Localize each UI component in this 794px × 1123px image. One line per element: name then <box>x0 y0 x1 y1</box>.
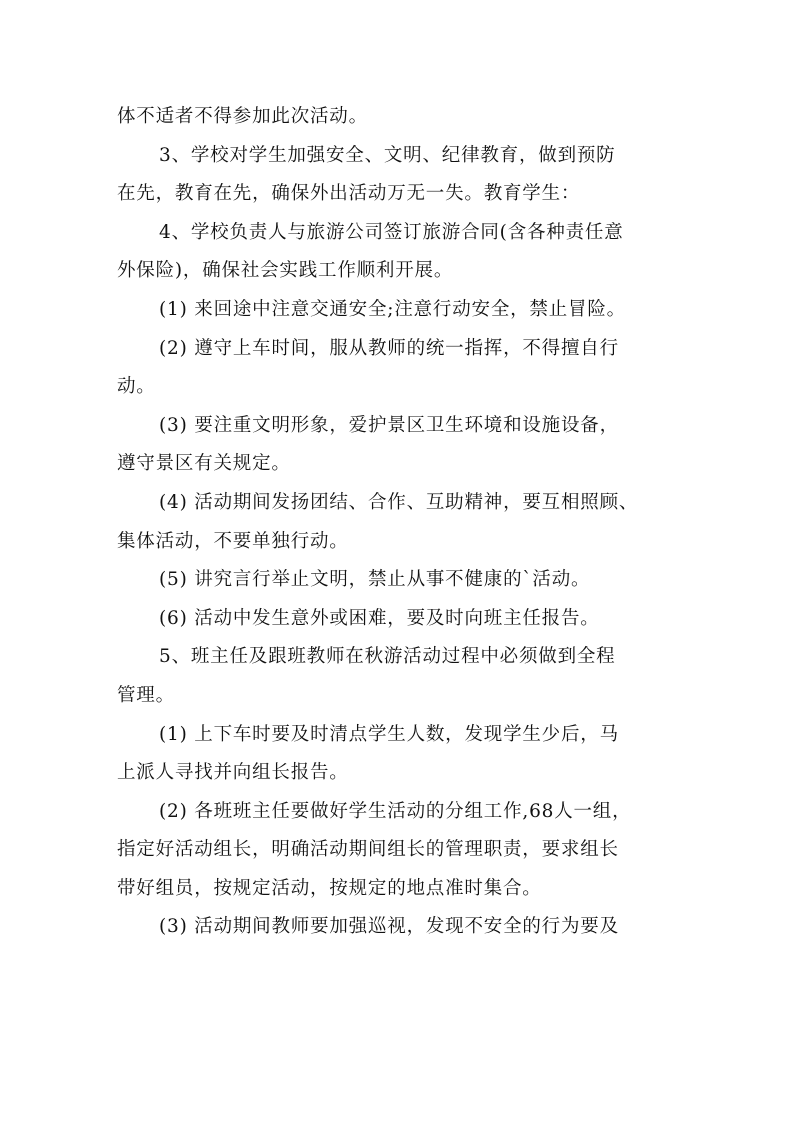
text-line: 遵守景区有关规定。 <box>117 453 291 475</box>
text-line: 在先，教育在先，确保外出活动万无一失。教育学生： <box>117 183 581 205</box>
text-line: 集体活动，不要单独行动。 <box>117 530 349 552</box>
body-text <box>117 98 682 947</box>
text-line: (4) 活动期间发扬团结、合作、互助精神，要互相照顾、 <box>159 491 639 513</box>
text-line: (3) 要注重文明形象，爱护景区卫生环境和设施设备， <box>159 414 619 436</box>
text-line: (2) 遵守上车时间，服从教师的统一指挥，不得擅自行 <box>159 337 619 359</box>
text-line: 指定好活动组长，明确活动期间组长的管理职责，要求组长 <box>117 839 619 861</box>
text-line: 上派人寻找并向组长报告。 <box>117 762 349 784</box>
text-line: 3、学校对学生加强安全、文明、纪律教育，做到预防 <box>159 144 616 166</box>
text-line: 4、学校负责人与旅游公司签订旅游合同(含各种责任意 <box>159 221 624 243</box>
text-line: (2) 各班班主任要做好学生活动的分组工作,68人一组， <box>159 800 632 822</box>
text-line: 外保险)，确保社会实践工作顺利开展。 <box>117 260 454 282</box>
text-line: (3) 活动期间教师要加强巡视，发现不安全的行为要及 <box>159 916 619 938</box>
text-line: (5) 讲究言行举止文明，禁止从事不健康的`活动。 <box>159 569 591 591</box>
text-line: 带好组员，按规定活动，按规定的地点准时集合。 <box>117 877 542 899</box>
text-line: (6) 活动中发生意外或困难，要及时向班主任报告。 <box>159 607 600 629</box>
text-line: (1) 上下车时要及时清点学生人数，发现学生少后，马 <box>159 723 619 745</box>
text-line: 管理。 <box>117 684 175 706</box>
text-line: 5、班主任及跟班教师在秋游活动过程中必须做到全程 <box>159 646 616 668</box>
text-line: 动。 <box>117 376 156 398</box>
text-line: (1) 来回途中注意交通安全;注意行动安全，禁止冒险。 <box>159 298 626 320</box>
text-line: 体不适者不得参加此次活动。 <box>117 106 368 127</box>
